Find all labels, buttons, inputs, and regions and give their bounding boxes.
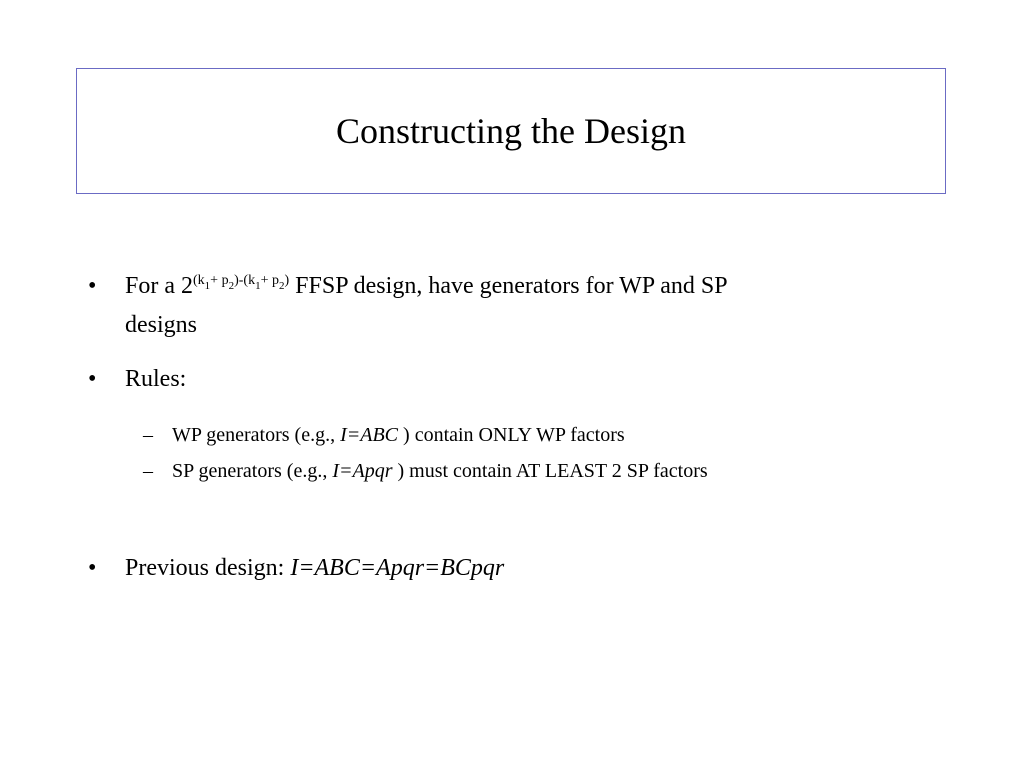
bullet-ffsp-prefix: For a 2: [125, 273, 193, 299]
bullet-rules: Rules:: [125, 366, 187, 392]
sub-bullet-wp-generators: WP generators (e.g., I=ABC ) contain ONLY WP factors: [172, 424, 625, 446]
slide-title: Constructing the Design: [336, 111, 686, 151]
sub-bullet-marker: –: [143, 460, 153, 482]
sub-bullet-sp-generators: SP generators (e.g., I=Apqr ) must contain AT LEAST 2 SP factors: [172, 460, 708, 482]
slide-title-box: [76, 68, 946, 194]
bullet-marker: •: [88, 366, 97, 392]
bullet-ffsp-line2: designs: [125, 312, 197, 338]
bullet-marker: •: [88, 273, 97, 299]
sub-bullet-marker: –: [143, 424, 153, 446]
previous-design-relation: I=ABC=Apqr=BCpqr: [290, 555, 505, 581]
bullet-marker: •: [88, 555, 97, 581]
bullet-ffsp-suffix: FFSP design, have generators for WP and SP: [289, 273, 728, 299]
bullet-ffsp-design: [125, 269, 905, 343]
bullet-previous-design: Previous design: I=ABC=Apqr=BCpqr: [125, 555, 505, 581]
design-exponent: $(k_1+ p_2)-(k_1+ p_2)$: [193, 273, 290, 292]
